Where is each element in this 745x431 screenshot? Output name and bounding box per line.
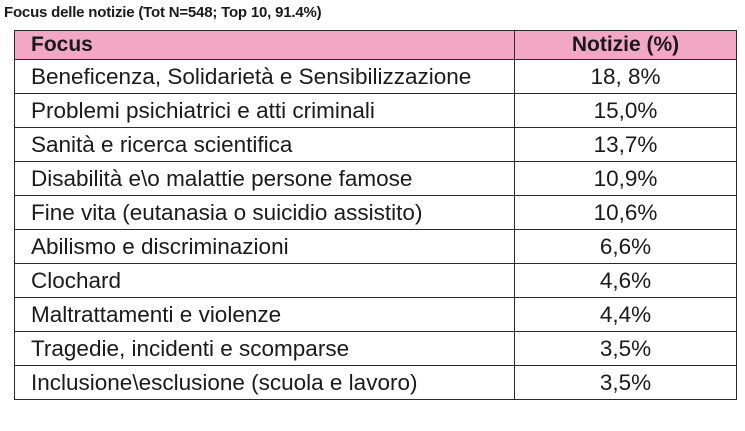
table-row bbox=[15, 298, 737, 332]
table-row bbox=[15, 128, 737, 162]
focus-cell: Maltrattamenti e violenze bbox=[15, 298, 515, 332]
percentage-cell: 18, 8% bbox=[515, 60, 737, 94]
table-row bbox=[15, 60, 737, 94]
table-row bbox=[15, 332, 737, 366]
table-row bbox=[15, 264, 737, 298]
table-row bbox=[15, 94, 737, 128]
focus-cell: Disabilità e\o malattie persone famose bbox=[15, 162, 515, 196]
percentage-cell: 10,9% bbox=[515, 162, 737, 196]
focus-cell: Fine vita (eutanasia o suicidio assistito) bbox=[15, 196, 515, 230]
focus-cell: Clochard bbox=[15, 264, 515, 298]
focus-cell: Inclusione\esclusione (scuola e lavoro) bbox=[15, 366, 515, 400]
table-row bbox=[15, 196, 737, 230]
focus-cell: Problemi psichiatrici e atti criminali bbox=[15, 94, 515, 128]
table-caption: Focus delle notizie (Tot N=548; Top 10, 91.4%) bbox=[4, 4, 322, 21]
percentage-cell: 13,7% bbox=[515, 128, 737, 162]
focus-cell: Beneficenza, Solidarietà e Sensibilizzazione bbox=[15, 60, 515, 94]
table-header-row bbox=[15, 31, 737, 60]
focus-table bbox=[14, 30, 737, 400]
focus-cell: Tragedie, incidenti e scomparse bbox=[15, 332, 515, 366]
table-row bbox=[15, 162, 737, 196]
focus-cell: Sanità e ricerca scientifica bbox=[15, 128, 515, 162]
percentage-cell: 6,6% bbox=[515, 230, 737, 264]
percentage-cell: 4,6% bbox=[515, 264, 737, 298]
percentage-cell: 3,5% bbox=[515, 366, 737, 400]
percentage-cell: 10,6% bbox=[515, 196, 737, 230]
focus-cell: Abilismo e discriminazioni bbox=[15, 230, 515, 264]
header-focus: Focus bbox=[15, 31, 515, 60]
percentage-cell: 4,4% bbox=[515, 298, 737, 332]
table-row bbox=[15, 366, 737, 400]
percentage-cell: 15,0% bbox=[515, 94, 737, 128]
percentage-cell: 3,5% bbox=[515, 332, 737, 366]
table-row bbox=[15, 230, 737, 264]
header-notizie-pct: Notizie (%) bbox=[515, 31, 737, 60]
